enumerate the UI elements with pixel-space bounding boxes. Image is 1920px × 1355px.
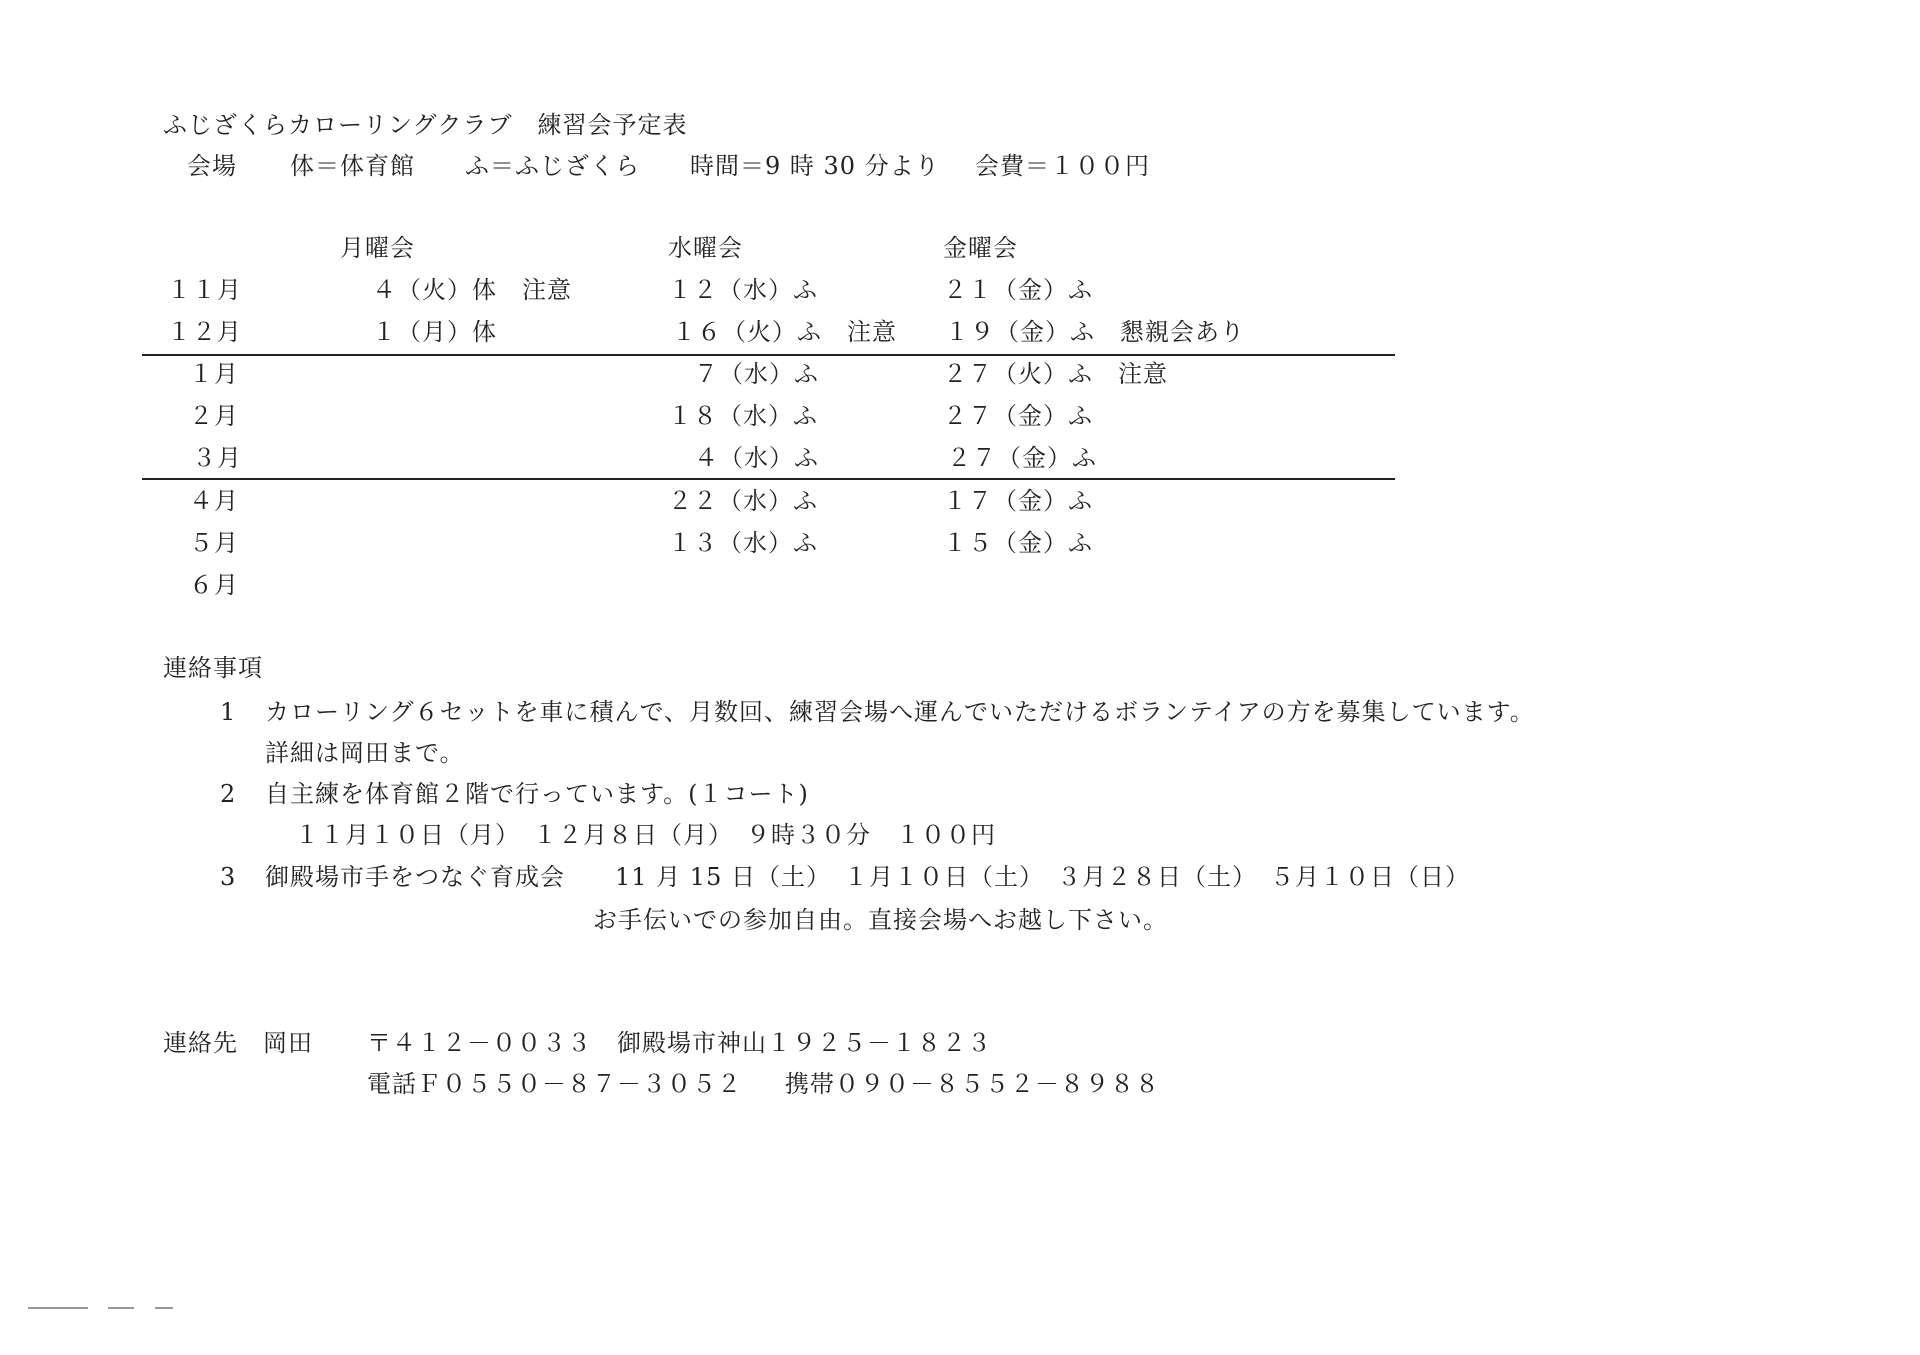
practice-time: 時間＝9 時 30 分より bbox=[690, 152, 940, 180]
friday-cell: １９（金）ふ 懇親会あり bbox=[945, 318, 1245, 346]
scan-mark bbox=[108, 1307, 134, 1309]
month-label: ６月 bbox=[189, 571, 239, 599]
wednesday-cell: １２（水）ふ bbox=[668, 276, 818, 304]
notice-text: カローリング６セットを車に積んで、月数回、練習会場へ運んでいただけるボランテイアの方を募集しています。 bbox=[265, 698, 1535, 726]
column-friday: 金曜会 bbox=[943, 234, 1018, 262]
scan-mark bbox=[155, 1307, 173, 1309]
notice-number: 3 bbox=[220, 863, 237, 891]
friday-cell: ２１（金）ふ bbox=[943, 276, 1093, 304]
notice-text: 御殿場市手をつなぐ育成会 11 月 15 日（土） １月１０日（土） ３月２８日（土） ５月１０日（日） bbox=[265, 863, 1470, 891]
wednesday-cell: ７（水）ふ bbox=[694, 360, 819, 388]
notice-text: 自主練を体育館２階で行っています。(１コート) bbox=[265, 780, 809, 808]
section-divider bbox=[142, 478, 1395, 480]
venue-fujizakura: ふ＝ふじざくら bbox=[465, 152, 640, 180]
month-label: １月 bbox=[189, 360, 239, 388]
fee: 会費＝１００円 bbox=[975, 152, 1150, 180]
notice-text: １１月１０日（月） １２月８日（月） ９時３０分 １００円 bbox=[295, 821, 996, 849]
section-divider bbox=[142, 354, 1395, 356]
venue-label: 会場 bbox=[187, 152, 237, 180]
contact-address: 〒４１２－００３３ 御殿場市神山１９２５－１８２３ bbox=[367, 1029, 992, 1057]
friday-cell: ２７（金）ふ bbox=[947, 444, 1097, 472]
month-label: ４月 bbox=[189, 487, 239, 515]
document-title: ふじざくらカローリングクラブ 練習会予定表 bbox=[163, 111, 688, 139]
contact-phone: 電話Ｆ０５５０－８７－３０５２ bbox=[367, 1070, 742, 1098]
contact-name: 岡田 bbox=[263, 1029, 313, 1057]
notice-number: 2 bbox=[220, 780, 237, 808]
friday-cell: ２７（火）ふ 注意 bbox=[943, 360, 1168, 388]
column-monday: 月曜会 bbox=[340, 234, 415, 262]
notice-number: 1 bbox=[220, 698, 237, 726]
wednesday-cell: １３（水）ふ bbox=[668, 529, 818, 557]
monday-cell: １（月）体 bbox=[372, 318, 497, 346]
month-label: １１月 bbox=[167, 276, 242, 304]
notice-text: 詳細は岡田まで。 bbox=[265, 739, 465, 767]
contact-mobile: 携帯０９０－８５５２－８９８８ bbox=[785, 1070, 1160, 1098]
friday-cell: １５（金）ふ bbox=[943, 529, 1093, 557]
wednesday-cell: １６（火）ふ 注意 bbox=[672, 318, 897, 346]
month-label: １２月 bbox=[167, 318, 242, 346]
wednesday-cell: ２２（水）ふ bbox=[668, 487, 818, 515]
wednesday-cell: ４（水）ふ bbox=[694, 444, 819, 472]
scan-mark bbox=[28, 1307, 88, 1309]
month-label: ２月 bbox=[189, 402, 239, 430]
notice-text: お手伝いでの参加自由。直接会場へお越し下さい。 bbox=[593, 906, 1168, 934]
column-wednesday: 水曜会 bbox=[668, 234, 743, 262]
notices-heading: 連絡事項 bbox=[163, 654, 263, 682]
month-label: ５月 bbox=[189, 529, 239, 557]
month-label: ３月 bbox=[192, 444, 242, 472]
wednesday-cell: １８（水）ふ bbox=[668, 402, 818, 430]
friday-cell: ２７（金）ふ bbox=[943, 402, 1093, 430]
monday-cell: ４（火）体 注意 bbox=[372, 276, 572, 304]
friday-cell: １７（金）ふ bbox=[943, 487, 1093, 515]
contact-label: 連絡先 bbox=[163, 1029, 238, 1057]
venue-gym: 体＝体育館 bbox=[290, 152, 415, 180]
